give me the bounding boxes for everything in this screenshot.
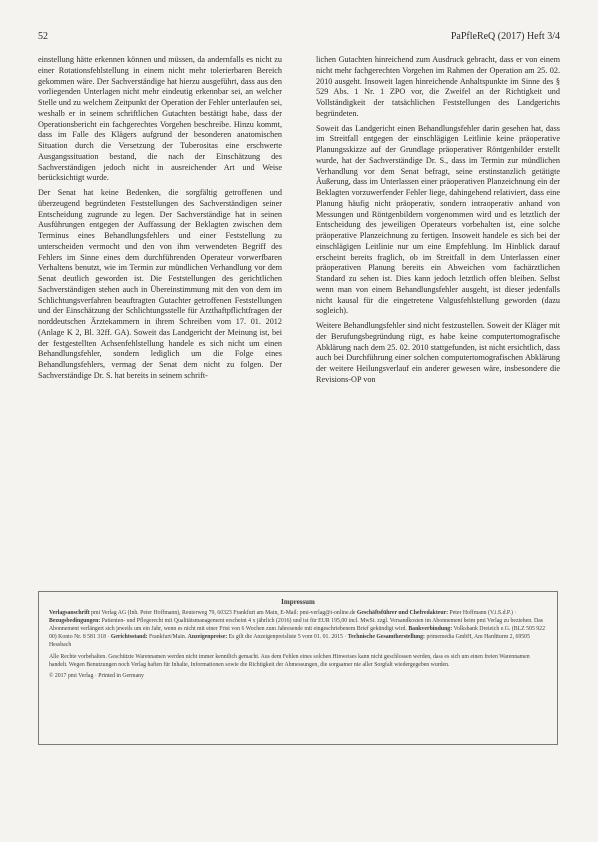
- impressum-paragraph: [49, 653, 547, 669]
- left-column: [38, 55, 282, 386]
- paragraph: Der Senat hat keine Bedenken, die sorgfältig getroffenen und überzeugend begründeten Feststellungen des Sachverständigen seiner Entscheidung zugrunde zu legen. Der Sachverständige hat in seinen Ausführungen entgegen der Auffassung der Beklagten zwischen dem Terminus eines Behandlungsfehlers und einer Feststellung zu unterscheiden vermocht und den von ihm verwendeten Begriff des Fehlers im Sinne eines dem durchführenden Operateur vorwerfbaren Verhaltens benutzt, wie im Termin zur mündlichen Verhandlung vor dem Senat deutlich geworden ist. Die Feststellungen des gerichtlichen Sachverständigen stehen auch in Übereinstimmung mit den von dem im Schlichtungsverfahren beauftragten Gutachter getroffenen Feststellungen und der Einschätzung der Schlichtungsstelle für Arzthaftpflichtfragen der norddeutschen Ärztekammern in ihrem Schreiben vom 17. 01. 2012 (Anlage K 2, Bl. 32ff. GA). Soweit das Landgericht der Meinung ist, bei der festgestellten Achsenfehlstellung handele es sich nicht um einen Behandlungsfehler, sondern lediglich um die Folge eines Behandlungsfehlers, vermag der Senat dem nicht zu folgen. Der Sachverständige Dr. S. hat bereits in seinem schrift-: [38, 188, 282, 380]
- impressum-text: Patienten- und Pflegerecht mit Qualitätsmanagement erscheint 4 x jährlich (2016) und ist für EUR 195,00 incl. MwSt. zzgl. Versandkosten im Abonnement beim pmi Verlag zu beziehen. Das Abonnement verlängert sich jeweils um ein Jahr, wenn es nicht mit einer Frist von 6 Wochen zum Jahresende mit eingeschriebenem Brief gekündigt wird.: [49, 618, 544, 633]
- paragraph: einstellung hätte erkennen können und müssen, da andernfalls es nicht zu einer Rotationsfehlstellung in einem nicht mehr tolerierbaren Bereich gekommen wäre. Der Sachverständige hat hierzu ausgeführt, dass aus den vorliegenden Unterlagen nicht mehr eindeutig erkennbar sei, an welcher Stelle und zu welchem Zeitpunkt der Operation der Fehler unterlaufen sei, weshalb er in seinem schriftlichen Gutachten bestätigt habe, dass der Operationsbericht ein fachgerechtes Vorgehen beschreibe. Hinzu kommt, dass im Falle des Klägers aufgrund der besonderen anatomischen Situation durch die Versetzung der Tuberositas eine erschwerte Ausgangssituation bestand, die nach der Einschätzung des Sachverständigen jedoch nicht in ausreichender Art und Weise berücksichtigt wurde.: [38, 55, 282, 183]
- impressum-text: © 2017 pmi Verlag · Printed in Germany: [49, 672, 144, 679]
- impressum-paragraph: [49, 672, 547, 680]
- impressum-label: Bezugsbedingungen:: [49, 618, 101, 625]
- impressum-text: Es gilt die Anzeigenpreisliste 5 vom 01. 01. 2015 ·: [227, 634, 348, 641]
- impressum-body: [49, 609, 547, 680]
- right-column: [316, 55, 560, 390]
- paragraph: lichen Gutachten hinreichend zum Ausdruck gebracht, dass er von einem nicht mehr fachgerechten Vorgehen im Rahmen der Operation am 25. 02. 2010 ausgeht. Insoweit lagen hinreichende Anhaltspunkte im Sinne des § 529 Abs. 1 Nr. 1 ZPO vor, die Zweifel an der Richtigkeit und Vollständigkeit der tatsächlichen Feststellungen des Landgerichts begründeten.: [316, 55, 560, 118]
- impressum-label: Gerichtsstand:: [110, 634, 148, 641]
- impressum-title: Impressum: [281, 598, 315, 606]
- impressum-text: Volksbank Dreieich e.G. (BLZ 505 922 00) Konto Nr. 8 581 318 ·: [49, 626, 545, 641]
- paragraph: Soweit das Landgericht einen Behandlungsfehler darin gesehen hat, dass im Streitfall entgegen der einschlägigen Leitlinie keine präoperative Planungsskizze auf der Grundlage präoperativer Röntgenbilder erstellt wurde, hat der Sachverständige Dr. S., dass im Termin zur mündlichen Verhandlung vor dem Senat befragt, seine erstinstanzlich getätigte Äußerung, dass im Unterlassen einer präoperativen Planzeichnung ein der Beklagten vorzuwerfender Fehler liege, dahingehend relativiert, dass eine Planung häufig nicht präoperativ, sondern intraoperativ anhand von Messungen und Röntgenbildern vorgenommen wird und es letztlich der Entscheidung des jeweiligen Operateurs vorbehalten ist, eine solche präoperative Planzeichnung zu fertigen. Insoweit handele es sich bei der einschlägigen Leitlinie nur um eine Empfehlung. Im Hinblick darauf erscheint bereits fraglich, ob im Streitfall in dem Unterlassen einer präoperativen Planung bereits ein Abweichen vom fachärztlichen Standard zu sehen ist. Dies kann jedoch letztlich offen bleiben. Selbst wenn man von einem Behandlungsfehler ausgeht, ist dieser jedenfalls nicht kausal für die eingetretene Valgusfehlstellung geworden (dazu sogleich).: [316, 123, 560, 316]
- impressum-text: Peter Hoffmann (V.i.S.d.P.) ·: [448, 610, 517, 617]
- running-header: [38, 31, 560, 45]
- impressum-text: primemedia GmbH, Am Hardtturm 2, 69505 Hessbach: [49, 634, 530, 649]
- impressum-text: pmi Verlag AG (Inh. Peter Hoffmann), Reuterweg 79, 60323 Frankfurt am Main, E-Mail: pmi-verlag@t-online.de: [89, 610, 357, 617]
- paragraph: Weitere Behandlungsfehler sind nicht festzustellen. Soweit der Kläger mit der Berufungsbegründung rügt, es habe keine computertomografische Abklärung nach dem 25. 02. 2010 stattgefunden, ist nicht ersichtlich, dass auch bei Durchführung einer solchen computertomografischen Abklärung der weitere Heilungsverlauf ein anderer gewesen wäre, insbesondere die Revisions-OP von: [316, 321, 560, 384]
- impressum-label: Bankverbindung:: [408, 626, 453, 633]
- impressum-label: Verlagsanschrift: [49, 610, 90, 617]
- journal-title: PaPfleReQ (2017) Heft 3/4: [450, 31, 560, 42]
- impressum-box: [38, 591, 558, 745]
- impressum-text: Alle Rechte vorbehalten. Geschützte Warennamen werden nicht immer kenntlich gemacht. Aus dem Fehlen eines solchen Hinweises kann nicht geschlossen werden, dass es sich um einen freien Warennamen handelt. Wegen Benutzungen noch Verlag haften für Inhalte, Informationen sowie die Richtigkeit der Abmessungen, die sorgsamer nie aller Sorgfalt wiedergegeben wurden.: [49, 653, 530, 668]
- impressum-label: Technische Gesamtherstellung:: [347, 634, 425, 641]
- impressum-text: Frankfurt/Main.: [147, 634, 188, 641]
- impressum-label: Anzeigenpreise:: [187, 634, 228, 641]
- impressum-paragraph: [49, 609, 547, 649]
- page-number: 52: [38, 31, 48, 42]
- impressum-label: Geschäftsführer und Chefredakteur:: [356, 610, 449, 617]
